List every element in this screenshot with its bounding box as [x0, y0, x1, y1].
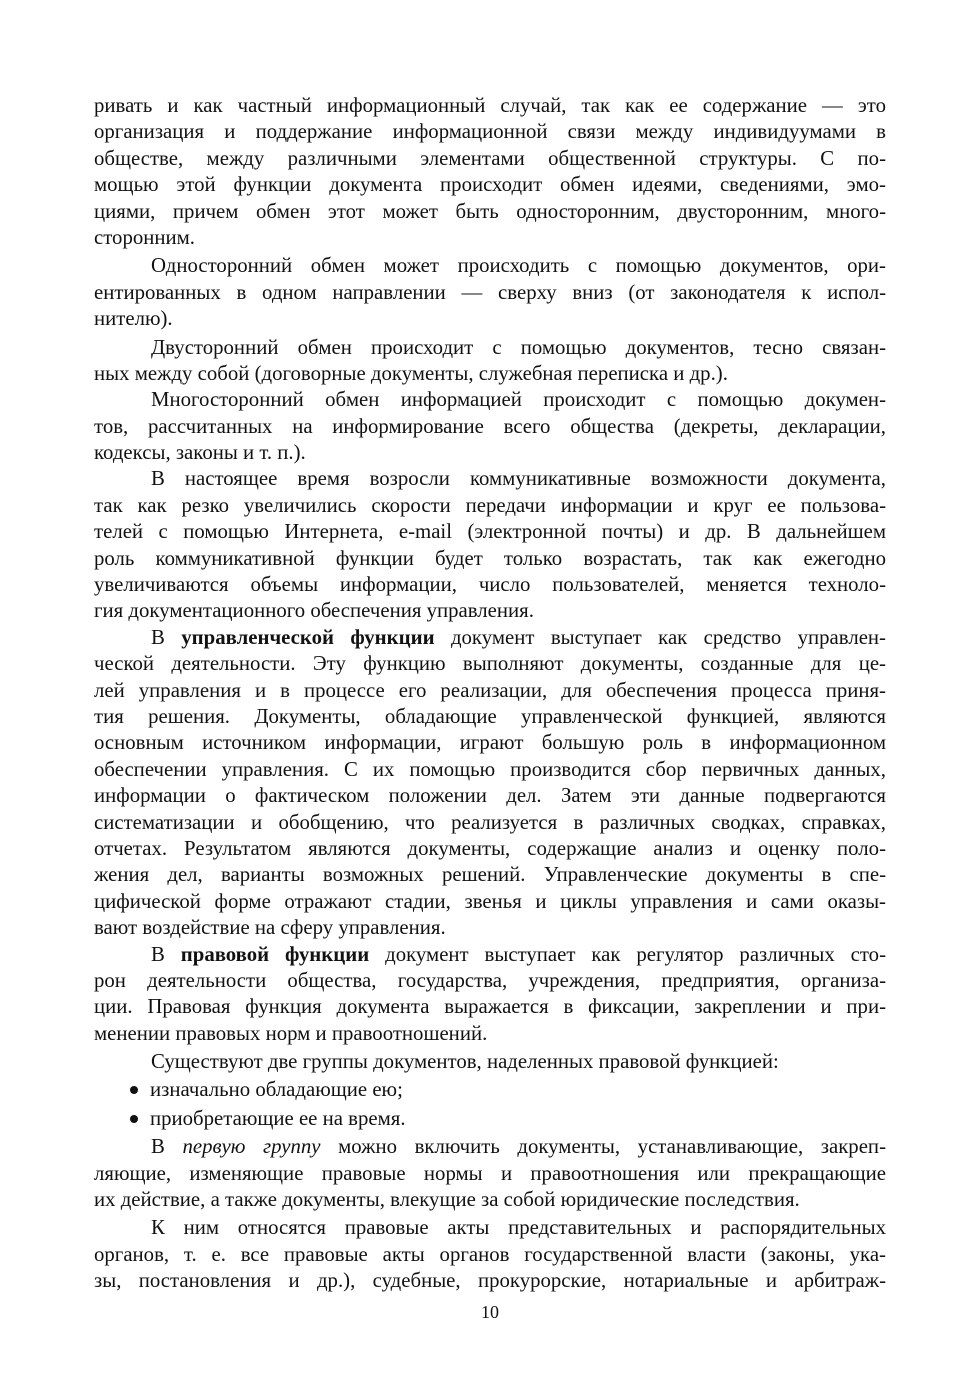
text-line: органов, т. е. все правовые акты органов государственной власти (законы, ука- — [94, 1242, 886, 1266]
paragraph — [94, 1049, 886, 1075]
text-line: гия документационного обеспечения управления. — [94, 599, 534, 623]
text-line: цифической форме отражают стадии, звенья и циклы управления и сами оказы- — [94, 889, 886, 913]
text-line: рон деятельности общества, государства, учреждения, предприятия, организа- — [94, 968, 886, 992]
text-line: сторонним. — [94, 225, 195, 249]
text-line: роль коммуникативной функции будет только возрастать, так как ежегодно — [94, 546, 886, 570]
text-line: В управленческой функции документ выступает как средство управлен- — [151, 625, 886, 649]
text-line: кодексы, законы и т. п.). — [94, 441, 306, 465]
term-italic: первую группу — [182, 1135, 321, 1159]
paragraph — [94, 387, 886, 466]
text-line: ривать и как частный информационный случай, так как ее содержание — это — [94, 94, 886, 117]
document-page — [94, 93, 886, 1295]
term-bold: правовой функции — [180, 942, 370, 966]
paragraph — [94, 93, 886, 251]
paragraph — [94, 625, 886, 942]
paragraph — [94, 335, 886, 388]
text-line: ных между собой (договорные документы, служебная переписка и др.). — [94, 361, 728, 385]
text-line: В настоящее время возросли коммуникативные возможности документа, — [151, 467, 886, 491]
text-line: тов, рассчитанных на информирование всего общества (декреты, декларации, — [94, 414, 886, 438]
page-number: 10 — [481, 1302, 499, 1322]
text-line: телей с помощью Интернета, e-mail (электронной почты) и др. В дальнейшем — [94, 520, 886, 544]
text-line: систематизации и обобщению, что реализуется в различных сводках, справках, — [94, 810, 886, 834]
text-line: тия решения. Документы, обладающие управленческой функцией, являются — [94, 704, 886, 728]
text-line: их действие, а также документы, влекущие за собой юридические последствия. — [94, 1188, 800, 1212]
bullet-list — [94, 1077, 886, 1132]
text-line: циями, причем обмен этот может быть односторонним, двусторонним, много- — [94, 199, 886, 223]
text-line: обеспечении управления. С их помощью производится сбор первичных данных, — [94, 757, 886, 781]
paragraph — [94, 1215, 886, 1294]
term-bold: управленческой функции — [181, 625, 435, 649]
text-line: менении правовых норм и правоотношений. — [94, 1021, 488, 1045]
text-line: зы, постановления и др.), судебные, прокурорские, нотариальные и арбитраж- — [94, 1269, 886, 1293]
text-line: ентированных в одном направлении — сверху вниз (от законодателя к испол- — [94, 280, 886, 304]
paragraph — [94, 253, 886, 332]
text-line: Односторонний обмен может происходить с помощью документов, ори- — [151, 254, 886, 278]
text-line: обществе, между различными элементами общественной структуры. С по- — [94, 146, 886, 170]
text-line: мощью этой функции документа происходит обмен идеями, сведениями, эмо- — [94, 173, 886, 197]
text-line: лей управления и в процессе его реализации, для обеспечения процесса приня- — [94, 678, 886, 702]
text-line: ляющие, изменяющие правовые нормы и правоотношения или прекращающие — [94, 1161, 886, 1185]
bullet-icon — [130, 1115, 138, 1123]
paragraph — [94, 942, 886, 1048]
text-line: Двусторонний обмен происходит с помощью документов, тесно связан- — [151, 335, 886, 359]
text-line: ческой деятельности. Эту функцию выполняют документы, созданные для це- — [94, 652, 886, 676]
list-item: приобретающие ее на время. — [94, 1106, 886, 1132]
text-line: Многосторонний обмен информацией происходит с помощью докумен- — [151, 388, 886, 412]
text-line: информации о фактическом положении дел. Затем эти данные подвергаются — [94, 784, 886, 808]
paragraph — [94, 466, 886, 624]
text-line: нителю). — [94, 307, 173, 331]
text-line: жения дел, варианты возможных решений. Управленческие документы в спе- — [94, 863, 886, 887]
text-line: В правовой функции документ выступает как регулятор различных сто- — [151, 942, 886, 966]
text-line: увеличиваются объемы информации, число пользователей, меняется техноло- — [94, 573, 886, 597]
text-line: Существуют две группы документов, наделенных правовой функцией: — [151, 1050, 779, 1074]
text-line: отчетах. Результатом являются документы, содержащие анализ и оценку поло- — [94, 836, 886, 860]
text-line: В первую группу можно включить документы, устанавливающие, закреп- — [151, 1135, 886, 1159]
paragraph — [94, 1134, 886, 1213]
list-item: изначально обладающие ею; — [94, 1077, 886, 1103]
text-line: так как резко увеличились скорости передачи информации и круг ее пользова- — [94, 493, 886, 517]
text-line: организация и поддержание информационной связи между индивидуумами в — [94, 120, 886, 144]
text-line: ции. Правовая функция документа выражается в фиксации, закреплении и при- — [94, 995, 886, 1019]
text-line: основным источником информации, играют большую роль в информационном — [94, 731, 886, 755]
text-line: вают воздействие на сферу управления. — [94, 916, 446, 940]
text-line: К ним относятся правовые акты представительных и распорядительных — [151, 1216, 886, 1240]
